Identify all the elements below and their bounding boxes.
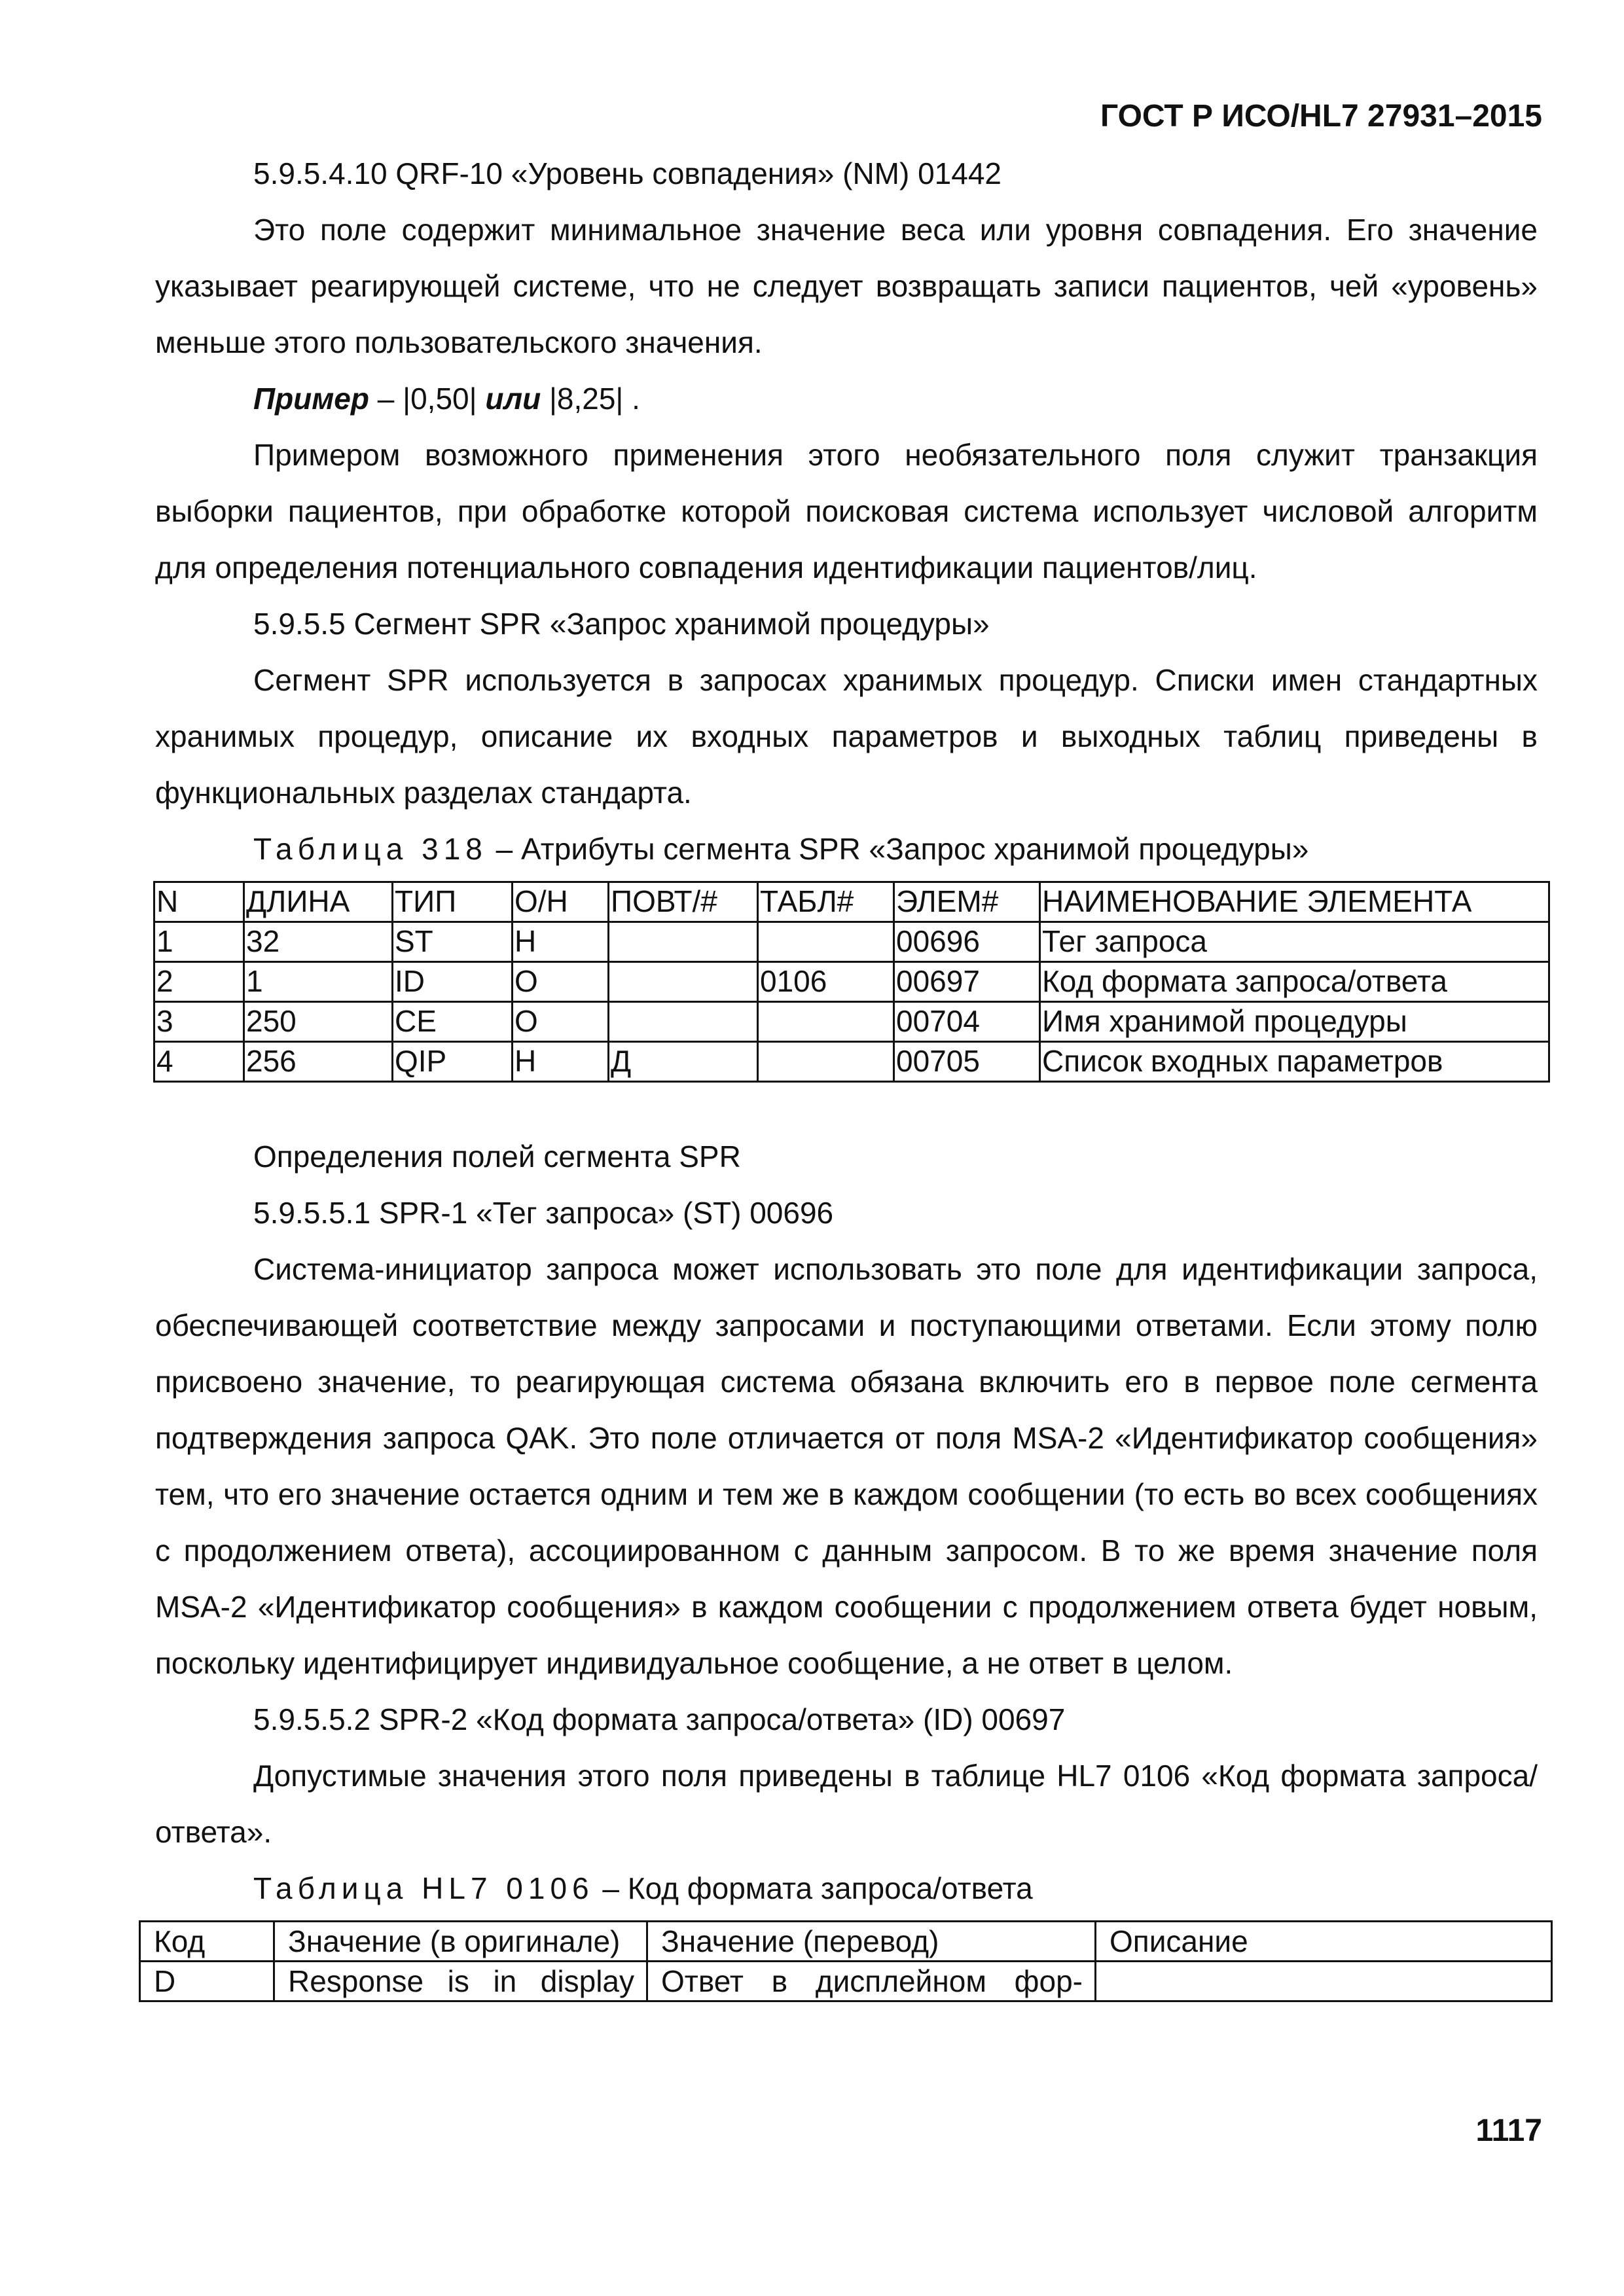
paragraph-qrf10: Это поле содержит минимальное значение веса или уровня совпадения. Его значение указывает реагирующей системе, что не следует возвращать записи пациентов, чей «уровень» меньше этого пользовательского значения.: [155, 213, 1538, 359]
table-cell: Код формата запроса/ответа: [1040, 962, 1549, 1002]
table-cell: 256: [244, 1042, 393, 1082]
table-cell: ST: [393, 922, 513, 962]
table-cell: [609, 1002, 758, 1042]
table-cell: D: [140, 1962, 274, 2001]
table-cell: 00697: [894, 962, 1040, 1002]
header-cell: Код: [140, 1922, 274, 1962]
header-cell: Значение (перевод): [647, 1922, 1096, 1962]
table-cell: CE: [393, 1002, 513, 1042]
table-row: [154, 1002, 1549, 1042]
example-value-2: |8,25| .: [541, 382, 640, 416]
table-cell: [1096, 1962, 1552, 2001]
table-cell: 4: [154, 1042, 244, 1082]
page-number: 1117: [1475, 2113, 1542, 2148]
header-cell: ДЛИНА: [244, 882, 393, 922]
table-cell: Ответ в дисплейном фор-: [647, 1962, 1096, 2001]
paragraph-qrf10-usage: Примером возможного применения этого необязательного поля служит транзакция выборки пациентов, при обработке которой поисковая система использует числовой алгоритм для определения потенциального совпадения идентификации пациентов/лиц.: [155, 438, 1538, 584]
table-cell: 1: [244, 962, 393, 1002]
table-cell: QIP: [393, 1042, 513, 1082]
table-cell: О: [513, 1002, 609, 1042]
table-cell: [609, 922, 758, 962]
table-cell: [758, 1002, 894, 1042]
page-content: [155, 145, 1538, 2002]
table-318-caption: [155, 821, 1538, 877]
table-cell: 0106: [758, 962, 894, 1002]
table-row: [154, 922, 1549, 962]
table-0106-label: Таблица HL7 0106: [253, 1871, 594, 1905]
table-cell: Д: [609, 1042, 758, 1082]
table-0106-header-row: [140, 1922, 1552, 1962]
table-cell: Н: [513, 922, 609, 962]
table-0106: [139, 1920, 1553, 2002]
paragraph-spr1: Система-инициатор запроса может использовать это поле для идентификации запроса, обеспечивающей соответствие между запросами и поступающими ответами. Если этому полю присвоено значение, то реагирующая система обязана включить его в первое поле сегмента подтверждения запроса QAK. Это поле отличается от поля MSA-2 «Идентификатор сообщения» тем, что его значение остается одним и тем же в каждом сообщении (то есть во всех сообщениях с продолжением ответа), ассоциированном с данным запросом. В то же время значение поля MSA-2 «Идентификатор сообщения» в каждом сообщении с продолжением ответа будет новым, поскольку идентифицирует индивидуальное сообщение, а не ответ в целом.: [155, 1252, 1538, 1680]
table-cell: [758, 922, 894, 962]
header-cell: Значение (в оригинале): [274, 1922, 647, 1962]
table-cell: 2: [154, 962, 244, 1002]
header-cell: Описание: [1096, 1922, 1552, 1962]
table-cell: Список входных параметров: [1040, 1042, 1549, 1082]
table-cell: Response is in display: [274, 1962, 647, 2001]
table-cell: 00704: [894, 1002, 1040, 1042]
table-cell: ID: [393, 962, 513, 1002]
table-cell: [758, 1042, 894, 1082]
table-cell: 3: [154, 1002, 244, 1042]
fields-heading: Определения полей сегмента SPR: [253, 1139, 741, 1174]
table-cell: 1: [154, 922, 244, 962]
table-318-header-row: [154, 882, 1549, 922]
header-cell: ЭЛЕМ#: [894, 882, 1040, 922]
table-cell: Тег запроса: [1040, 922, 1549, 962]
table-318-title: – Атрибуты сегмента SPR «Запрос хранимой процедуры»: [487, 832, 1309, 866]
table-cell: 32: [244, 922, 393, 962]
table-row: [154, 962, 1549, 1002]
table-cell: Н: [513, 1042, 609, 1082]
table-cell: Имя хранимой процедуры: [1040, 1002, 1549, 1042]
section-heading-spr2: 5.9.5.5.2 SPR-2 «Код формата запроса/ответа» (ID) 00697: [253, 1702, 1066, 1736]
example-line: [155, 370, 1538, 427]
section-heading-spr: 5.9.5.5 Сегмент SPR «Запрос хранимой процедуры»: [253, 607, 990, 641]
paragraph-spr2: Допустимые значения этого поля приведены в таблице HL7 0106 «Код формата запроса/ответа».: [155, 1759, 1538, 1849]
header-cell: N: [154, 882, 244, 922]
table-cell: 00696: [894, 922, 1040, 962]
section-heading-spr1: 5.9.5.5.1 SPR-1 «Тег запроса» (ST) 00696: [253, 1196, 834, 1230]
table-cell: 250: [244, 1002, 393, 1042]
table-row: [140, 1962, 1552, 2001]
table-row: [154, 1042, 1549, 1082]
table-cell: 00705: [894, 1042, 1040, 1082]
standard-header: ГОСТ Р ИСО/HL7 27931–2015: [1100, 99, 1542, 134]
table-cell: О: [513, 962, 609, 1002]
table-318: [153, 881, 1550, 1083]
paragraph-spr: Сегмент SPR используется в запросах хранимых процедур. Списки имен стандартных хранимых процедур, описание их входных параметров и выходных таблиц приведены в функциональных разделах стандарта.: [155, 663, 1538, 810]
table-0106-caption: [155, 1860, 1538, 1916]
header-cell: НАИМЕНОВАНИЕ ЭЛЕМЕНТА: [1040, 882, 1549, 922]
header-cell: ПОВТ/#: [609, 882, 758, 922]
header-cell: ТАБЛ#: [758, 882, 894, 922]
example-label: Пример: [253, 382, 369, 416]
table-0106-title: – Код формата запроса/ответа: [594, 1871, 1033, 1905]
table-318-label: Таблица 318: [253, 832, 488, 866]
example-or: или: [485, 382, 541, 416]
example-value-1: – |0,50|: [369, 382, 486, 416]
header-cell: О/Н: [513, 882, 609, 922]
table-cell: [609, 962, 758, 1002]
section-heading-qrf10: 5.9.5.4.10 QRF-10 «Уровень совпадения» (NM) 01442: [253, 156, 1002, 190]
header-cell: ТИП: [393, 882, 513, 922]
